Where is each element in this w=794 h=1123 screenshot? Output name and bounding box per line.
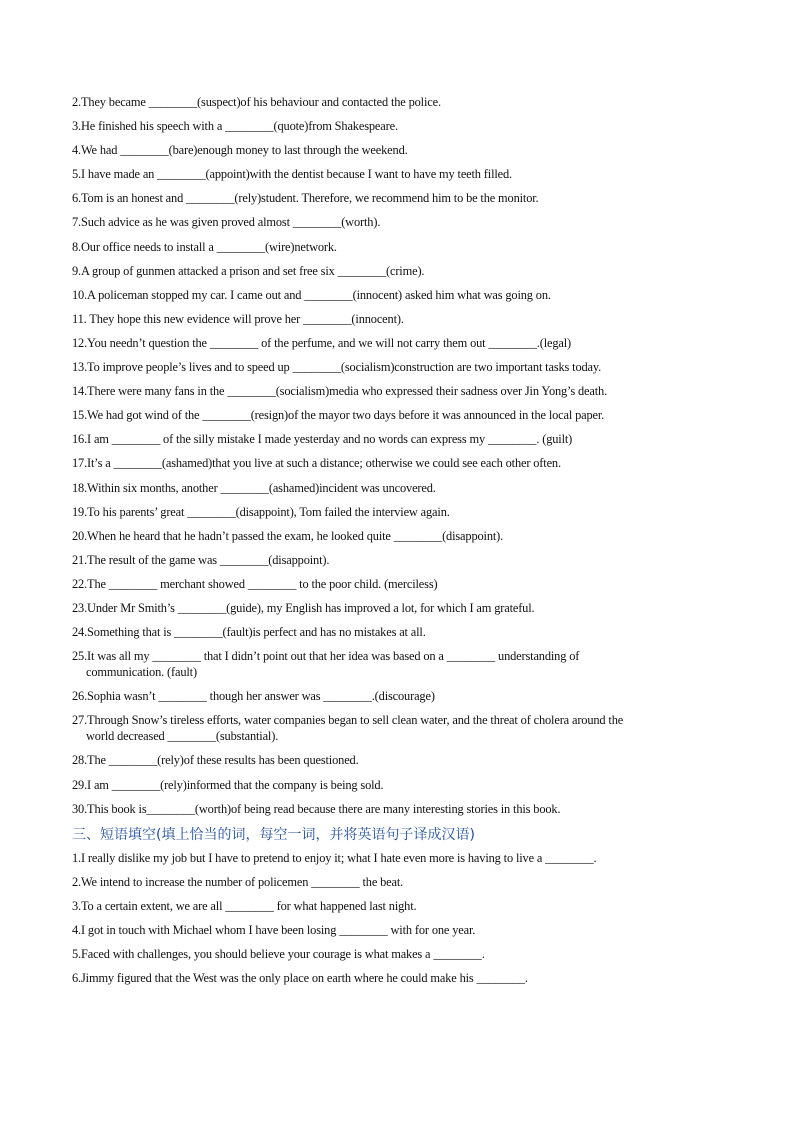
exercise-item: 2.They became ________(suspect)of his behaviour and contacted the police. bbox=[72, 95, 441, 109]
exercise-item: 11. They hope this new evidence will prove her ________(innocent). bbox=[72, 311, 404, 326]
section-3-title: 三、短语填空(填上恰当的词，每空一词，并将英语句子译成汉语) bbox=[72, 826, 475, 843]
exercise-item: 4.We had ________(bare)enough money to last through the weekend. bbox=[72, 143, 408, 158]
exercise-item: 6.Tom is an honest and ________(rely)student. Therefore, we recommend him to be the monitor. bbox=[72, 191, 539, 206]
phrase-fill-list bbox=[72, 850, 732, 986]
exercise-item-27-line2: world decreased ________(substantial). bbox=[86, 729, 279, 744]
exercise-item: 10.A policeman stopped my car. I came out and ________(innocent) asked him what was going on. bbox=[72, 287, 551, 302]
exercise-item: 19.To his parents’ great ________(disappoint), Tom failed the interview again. bbox=[72, 504, 450, 519]
exercise-item: 13.To improve people’s lives and to speed up ________(socialism)construction are two important tasks today. bbox=[72, 360, 602, 375]
exercise-item-26: 26.Sophia wasn’t ________ though her answer was ________.(discourage) bbox=[72, 689, 435, 704]
worksheet-page bbox=[72, 94, 732, 994]
exercise-item: 29.I am ________(rely)informed that the company is being sold. bbox=[72, 777, 384, 792]
exercise-item: 5.I have made an ________(appoint)with the dentist because I want to have my teeth filled. bbox=[72, 167, 512, 182]
exercise-item-27-line1: 27.Through Snow’s tireless efforts, water companies began to sell clean water, and the threat of cholera around the bbox=[72, 713, 624, 728]
phrase-fill-item: 5.Faced with challenges, you should believe your courage is what makes a ________. bbox=[72, 947, 485, 962]
exercise-item-25-line2: communication. (fault) bbox=[86, 665, 197, 680]
exercise-item-25-line1: 25.It was all my ________ that I didn’t point out that her idea was based on a ________ understanding of bbox=[72, 649, 580, 664]
exercise-item: 24.Something that is ________(fault)is perfect and has no mistakes at all. bbox=[72, 625, 426, 640]
exercise-item: 23.Under Mr Smith’s ________(guide), my English has improved a lot, for which I am grateful. bbox=[72, 600, 535, 615]
exercise-item: 9.A group of gunmen attacked a prison and set free six ________(crime). bbox=[72, 263, 425, 278]
exercise-list-part-b bbox=[72, 752, 732, 816]
phrase-fill-item: 4.I got in touch with Michael whom I have been losing ________ with for one year. bbox=[72, 923, 476, 937]
exercise-item: 17.It’s a ________(ashamed)that you live at such a distance; otherwise we could see each other often. bbox=[72, 456, 561, 471]
exercise-item: 14.There were many fans in the ________(socialism)media who expressed their sadness over Jin Yong’s death. bbox=[72, 384, 608, 399]
exercise-item: 7.Such advice as he was given proved almost ________(worth). bbox=[72, 215, 381, 230]
exercise-item: 15.We had got wind of the ________(resign)of the mayor two days before it was announced in the local paper. bbox=[72, 408, 605, 423]
exercise-item: 22.The ________ merchant showed ________ to the poor child. (merciless) bbox=[72, 576, 438, 591]
exercise-item: 3.He finished his speech with a ________(quote)from Shakespeare. bbox=[72, 119, 398, 134]
exercise-list-part-a bbox=[72, 94, 732, 640]
exercise-item: 16.I am ________ of the silly mistake I made yesterday and no words can express my ________. (guilt) bbox=[72, 432, 573, 447]
exercise-item: 20.When he heard that he hadn’t passed the exam, he looked quite ________(disappoint). bbox=[72, 528, 504, 543]
phrase-fill-item: 6.Jimmy figured that the West was the only place on earth where he could make his ________. bbox=[72, 971, 528, 986]
phrase-fill-item: 3.To a certain extent, we are all ________ for what happened last night. bbox=[72, 898, 417, 913]
exercise-item: 18.Within six months, another ________(ashamed)incident was uncovered. bbox=[72, 480, 436, 495]
exercise-item: 8.Our office needs to install a ________(wire)network. bbox=[72, 239, 337, 254]
exercise-item: 21.The result of the game was ________(disappoint). bbox=[72, 552, 330, 567]
phrase-fill-item: 1.I really dislike my job but I have to pretend to enjoy it; what I hate even more is having to live a ________. bbox=[72, 850, 597, 865]
exercise-item: 28.The ________(rely)of these results has been questioned. bbox=[72, 753, 359, 768]
exercise-item: 12.You needn’t question the ________ of the perfume, and we will not carry them out ________.(legal) bbox=[72, 335, 571, 350]
exercise-item: 30.This book is________(worth)of being read because there are many interesting stories in this book. bbox=[72, 801, 561, 816]
phrase-fill-item: 2.We intend to increase the number of policemen ________ the beat. bbox=[72, 874, 404, 889]
